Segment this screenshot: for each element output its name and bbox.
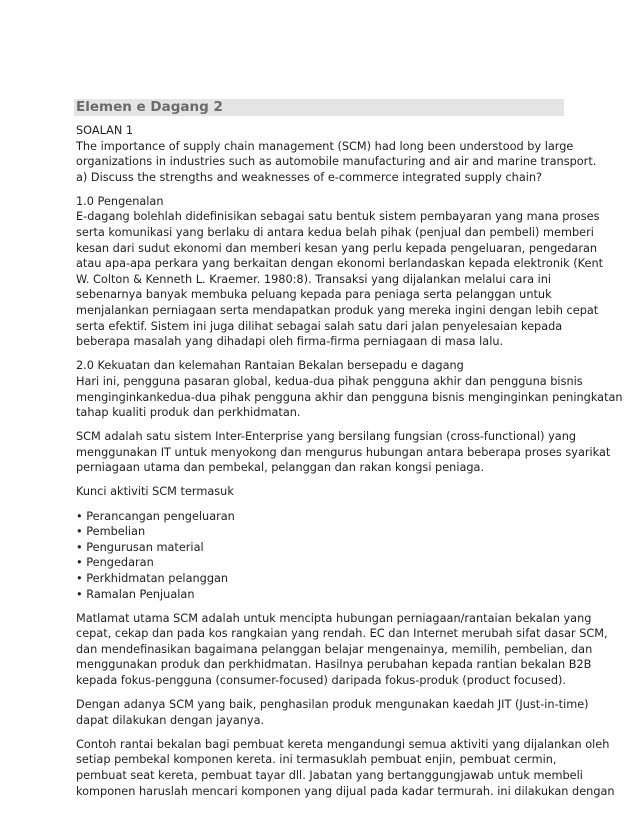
paragraph-kekuatan	[76, 358, 623, 420]
text-line: tahap kualiti produk dan perkhidmatan.	[76, 406, 301, 420]
text-line: a) Discuss the strengths and weaknesses of e-commerce integrated supply chain?	[76, 170, 543, 184]
list-item: • Ramalan Penjualan	[76, 587, 566, 603]
text-line: menjalankan perniagaan serta mendapatkan produk yang mereka ingini dengan lebih cepat	[76, 304, 599, 318]
text-line: menginginkankedua-dua pihak pengguna akhir dan pengguna bisnis menginginkan peningkatan	[76, 390, 623, 404]
text-line: dapat dilakukan dengan jayanya.	[76, 713, 265, 727]
text-line: komponen haruslah mencari komponen yang dijual pada kadar termurah. ini dilakukan dengan	[76, 784, 615, 798]
document-body	[76, 123, 623, 808]
text-line: setiap pembekal komponen kereta. ini termasuklah pembuat enjin, pembuat cermin,	[76, 753, 557, 767]
text-line: The importance of supply chain management (SCM) had long been understood by large	[76, 139, 574, 153]
text-line: pembuat seat kereta, pembuat tayar dll. Jabatan yang bertanggungjawab untuk membeli	[76, 768, 583, 782]
text-line: menggunakan IT untuk menyokong dan mengurus hubungan antara beberapa proses syarikat	[76, 445, 611, 459]
list-item: • Perkhidmatan pelanggan	[76, 571, 566, 587]
text-line: dan mendefinasikan bagaimana pelanggan belajar mengenainya, memilih, pembelian, dan	[76, 642, 593, 656]
paragraph-jit	[76, 697, 589, 728]
paragraph-pengenalan	[76, 194, 604, 350]
text-line: Matlamat utama SCM adalah untuk mencipta hubungan perniagaan/rantaian bekalan yang	[76, 611, 592, 625]
text-line: kesan dari sudut ekonomi dan memberi kesan yang perlu kepada pengeluaran, pengedaran	[76, 241, 598, 255]
text-line: Hari ini, pengguna pasaran global, kedua-dua pihak pengguna akhir dan pengguna bisnis	[76, 374, 583, 388]
list-item: • Pengedaran	[76, 555, 566, 571]
text-line: SOALAN 1	[76, 124, 134, 137]
aktiviti-list	[76, 509, 566, 603]
text-line: Dengan adanya SCM yang baik, penghasilan produk mengunakan kaedah JIT (Just-in-time)	[76, 698, 589, 712]
list-item: • Pengurusan material	[76, 540, 566, 556]
text-line: cepat, cekap dan pada kos rangkaian yang rendah. EC dan Internet merubah sifat dasar SCM,	[76, 627, 608, 641]
text-line: sebenarnya banyak membuka peluang kepada para peniaga serta pelanggan untuk	[76, 288, 552, 302]
document-title: Elemen e Dagang 2	[76, 99, 223, 115]
text-line: SCM adalah satu sistem Inter-Enterprise yang bersilang fungsian (cross-functional) yang	[76, 430, 577, 444]
text-line: 1.0 Pengenalan	[76, 194, 164, 208]
text-line: W. Colton & Kenneth L. Kraemer. 1980:8). Transaksi yang dijalankan melalui cara ini	[76, 272, 552, 286]
text-line: kepada fokus-pengguna (consumer-focused) daripada fokus-produk (product focused).	[76, 674, 566, 687]
paragraph-matlamat	[76, 611, 608, 689]
text-line: serta efektif. Sistem ini juga dilihat sebagai salah satu dari jalan penyelesaian kepada	[76, 319, 563, 333]
text-line: Contoh rantai bekalan bagi pembuat kereta mengandungi semua aktiviti yang dijalankan oleh	[76, 737, 610, 751]
paragraph-scm-definition	[76, 429, 611, 476]
text-line: atau apa-apa perkara yang berkaitan dengan ekonomi berlandaskan kepada elektronik (Kent	[76, 257, 604, 271]
text-line: serta komunikasi yang berlaku di antara kedua belah pihak (penjual dan pembeli) memberi	[76, 226, 594, 240]
text-line: Kunci aktiviti SCM termasuk	[76, 485, 234, 499]
list-item: • Pembelian	[76, 524, 566, 540]
text-line: beberapa masalah yang dihadapi oleh firma-firma perniagaan di masa lalu.	[76, 335, 504, 349]
list-item: • Perancangan pengeluaran	[76, 509, 566, 525]
text-line: perniagaan utama dan pembekal, pelanggan dan rakan kongsi peniaga.	[76, 461, 485, 475]
paragraph-contoh	[76, 737, 615, 799]
text-line: 2.0 Kekuatan dan kelemahan Rantaian Bekalan bersepadu e dagang	[76, 359, 464, 373]
paragraph-soalan	[76, 123, 597, 185]
text-line: menggunakan produk dan perkhidmatan. Hasilnya perubahan kepada rantian bekalan B2B	[76, 658, 592, 672]
text-line: organizations in industries such as automobile manufacturing and air and marine transport.	[76, 155, 597, 169]
paragraph-kunci-aktiviti	[76, 484, 566, 500]
text-line: E-dagang bolehlah didefinisikan sebagai satu bentuk sistem pembayaran yang mana proses	[76, 210, 600, 224]
